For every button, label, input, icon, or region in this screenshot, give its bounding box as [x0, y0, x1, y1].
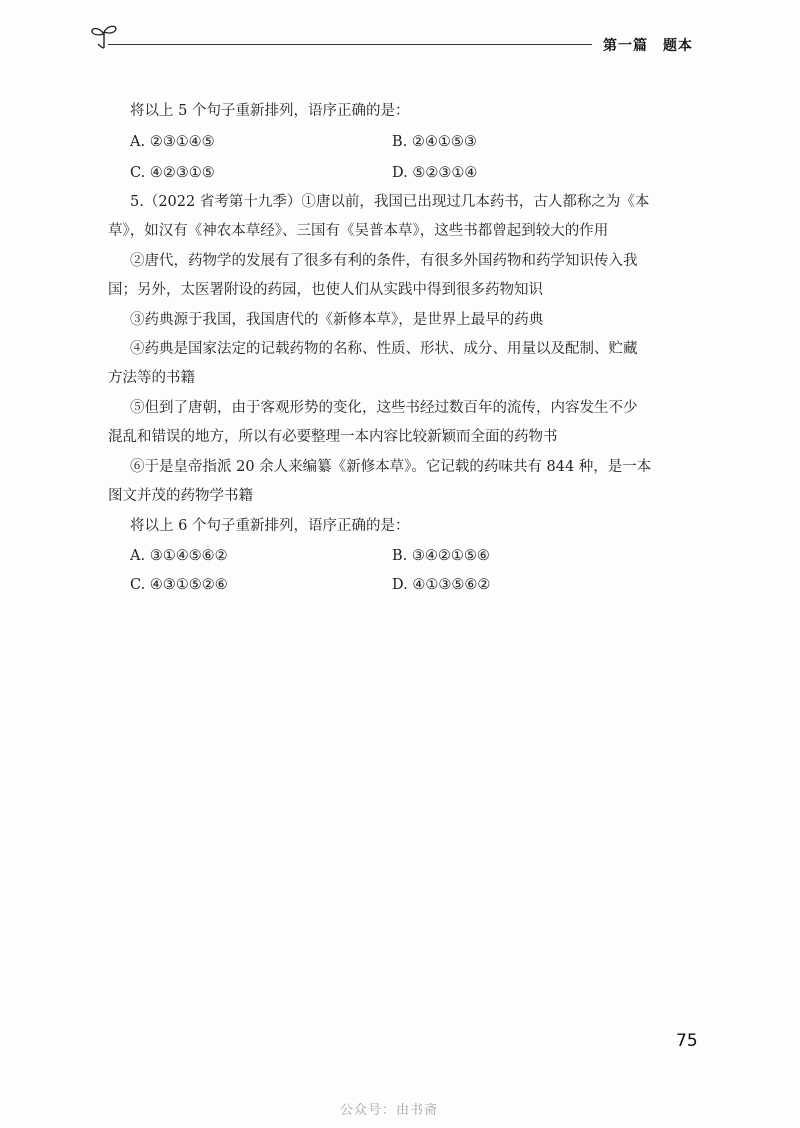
section-title: 第一篇 题本 [603, 38, 693, 54]
question-text-line: 混乱和错误的地方，所以有必要整理一本内容比较新颖而全面的药物书 [108, 429, 558, 445]
question-text-line: 国；另外，太医署附设的药园，也使人们从实践中得到很多药物知识 [108, 282, 543, 298]
question-text-line: 草》，如汉有《神农本草经》、三国有《吴普本草》，这些书都曾起到较大的作用 [108, 223, 609, 239]
options-row [130, 130, 690, 155]
option-d[interactable]: D. ④①③⑤⑥② [392, 577, 491, 593]
question-prompt: 将以上 5 个句子重新排列，语序正确的是： [130, 103, 410, 119]
options-row [130, 573, 690, 598]
option-c[interactable]: C. ④③①⑤②⑥ [130, 577, 228, 593]
options-row [130, 544, 690, 569]
option-a[interactable]: A. ②③①④⑤ [130, 134, 215, 150]
option-b[interactable]: B. ②④①⑤③ [392, 134, 477, 150]
watermark: 公众号：由书斋 [340, 1103, 439, 1118]
question-text-line: ⑤但到了唐朝，由于客观形势的变化，这些书经过数百年的流传，内容发生不少 [130, 400, 638, 416]
page-body [108, 99, 690, 598]
header-rule [108, 44, 592, 45]
sprout-icon [86, 22, 122, 50]
option-d[interactable]: D. ⑤②③①④ [392, 165, 478, 181]
option-a[interactable]: A. ③①④⑤⑥② [130, 548, 228, 564]
question-text-line: 图文并茂的药物学书籍 [108, 488, 253, 504]
question-text-line: 方法等的书籍 [108, 370, 195, 386]
question-text-line: ⑥于是皇帝指派 20 余人来编纂《新修本草》。它记载的药味共有 844 种，是一本 [130, 459, 652, 475]
question-text-line: ②唐代，药物学的发展有了很多有利的条件，有很多外国药物和药学知识传入我 [130, 253, 638, 269]
page-number: 75 [676, 1031, 698, 1051]
option-b[interactable]: B. ③④②①⑤⑥ [392, 548, 490, 564]
question-text-line: 5.（2022 省考第十九季）①唐以前，我国已出现过几本药书，古人都称之为《本 [130, 194, 650, 210]
question-text-line: ③药典源于我国，我国唐代的《新修本草》，是世界上最早的药典 [130, 312, 544, 328]
question-text-line: ④药典是国家法定的记载药物的名称、性质、形状、成分、用量以及配制、贮藏 [130, 341, 638, 357]
question-prompt: 将以上 6 个句子重新排列，语序正确的是： [130, 518, 410, 534]
option-c[interactable]: C. ④②③①⑤ [130, 165, 215, 181]
options-row [130, 161, 690, 186]
